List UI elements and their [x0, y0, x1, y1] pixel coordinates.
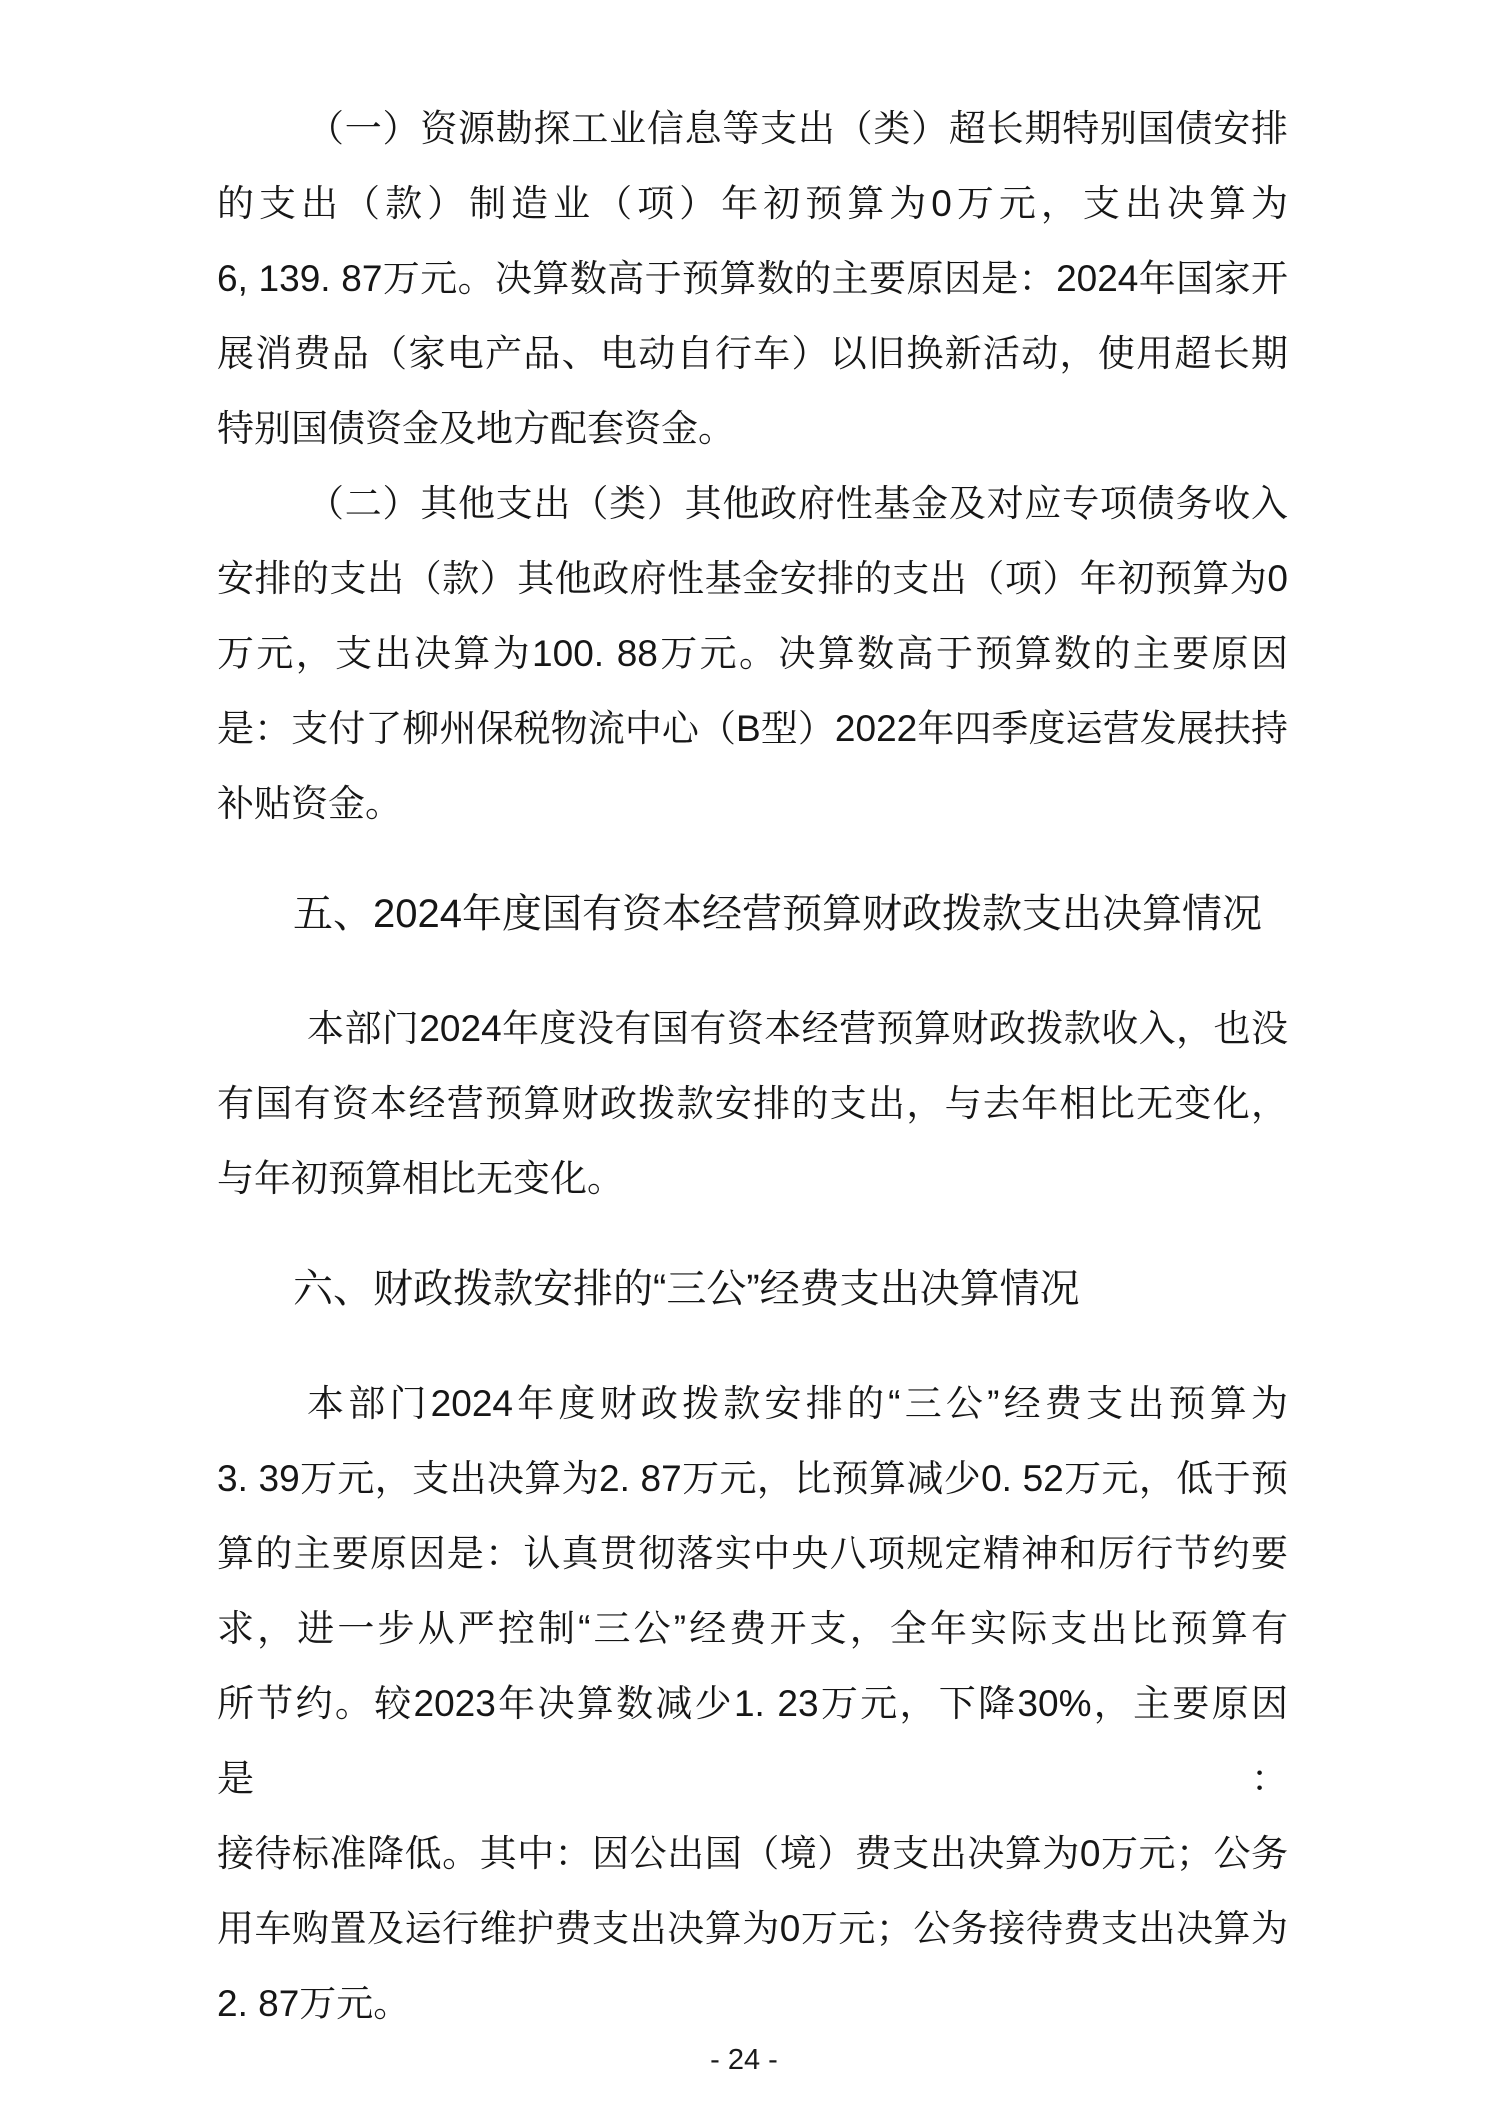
text-line: 的支出（款）制造业（项）年初预算为0万元，支出决算为 — [217, 183, 1288, 224]
paragraph-subsection-2 — [217, 466, 1288, 841]
text-line: 用车购置及运行维护费支出决算为0万元；公务接待费支出决算为 — [217, 1908, 1288, 1949]
text-line: 万元，支出决算为100. 88万元。决算数高于预算数的主要原因 — [217, 633, 1288, 674]
text-line: 2. 87万元。 — [217, 1983, 411, 2024]
text-line: 6, 139. 87万元。决算数高于预算数的主要原因是：2024年国家开 — [217, 258, 1288, 299]
text-line: 与年初预算相比无变化。 — [217, 1158, 624, 1199]
text-line: 接待标准降低。其中：因公出国（境）费支出决算为0万元；公务 — [217, 1833, 1288, 1874]
text-line: 展消费品（家电产品、电动自行车）以旧换新活动，使用超长期 — [217, 333, 1288, 374]
text-line: 是：支付了柳州保税物流中心（B型）2022年四季度运营发展扶持 — [217, 708, 1288, 749]
text-line: （一）资源勘探工业信息等支出（类）超长期特别国债安排 — [307, 108, 1288, 149]
text-line: 求，进一步从严控制“三公”经费开支，全年实际支出比预算有 — [217, 1608, 1288, 1649]
paragraph-section-6 — [217, 1366, 1288, 2041]
text-line: 补贴资金。 — [217, 783, 402, 824]
page-number: - 24 - — [710, 2044, 778, 2076]
text-line: 算的主要原因是：认真贯彻落实中央八项规定精神和厉行节约要 — [217, 1533, 1288, 1574]
text-line: （二）其他支出（类）其他政府性基金及对应专项债务收入 — [307, 483, 1288, 524]
text-line: 安排的支出（款）其他政府性基金安排的支出（项）年初预算为0 — [217, 558, 1288, 599]
paragraph-section-5 — [217, 991, 1288, 1216]
section-heading-5: 五、2024年度国有资本经营预算财政拨款支出决算情况 — [293, 892, 1262, 936]
text-line: 3. 39万元，支出决算为2. 87万元，比预算减少0. 52万元，低于预 — [217, 1458, 1288, 1499]
text-line: 特别国债资金及地方配套资金。 — [217, 408, 735, 449]
text-line: 所节约。较2023年决算数减少1. 23万元，下降30%，主要原因是： — [217, 1683, 1288, 1799]
text-line: 本部门2024年度没有国有资本经营预算财政拨款收入，也没 — [307, 1008, 1288, 1049]
document-body — [217, 91, 1288, 2041]
section-heading-6: 六、财政拨款安排的“三公”经费支出决算情况 — [293, 1267, 1080, 1311]
page-footer — [0, 2040, 1488, 2080]
text-line: 有国有资本经营预算财政拨款安排的支出，与去年相比无变化， — [217, 1083, 1288, 1124]
text-line: 本部门2024年度财政拨款安排的“三公”经费支出预算为 — [307, 1383, 1288, 1424]
paragraph-subsection-1 — [217, 91, 1288, 466]
